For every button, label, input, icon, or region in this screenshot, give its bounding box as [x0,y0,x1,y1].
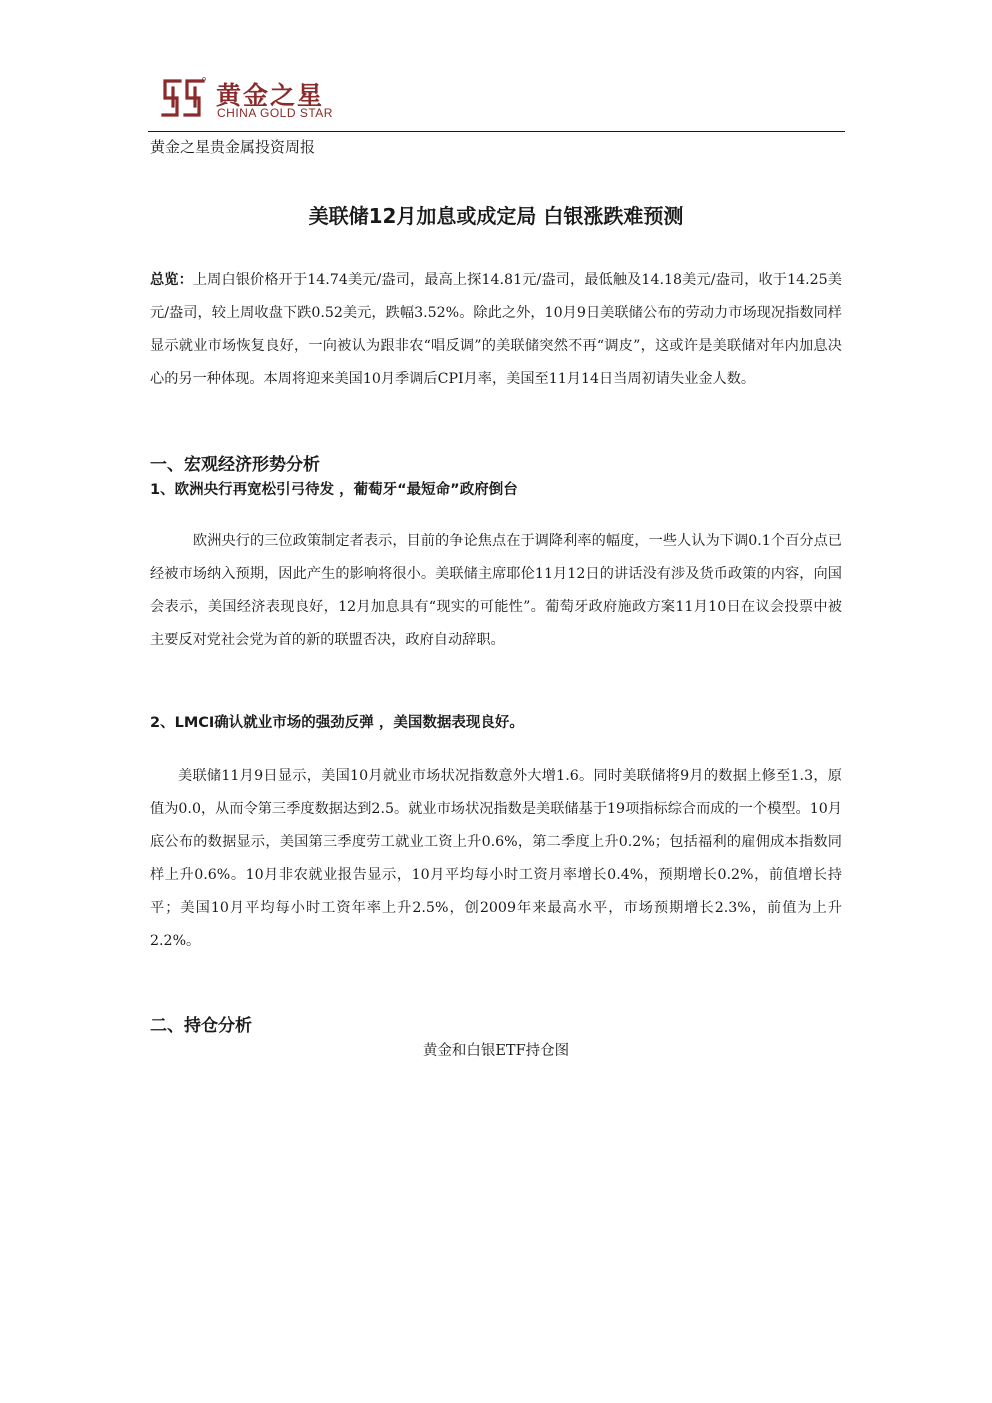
subsection-heading-ecb: 1、欧洲央行再宽松引弓待发 ，葡萄牙“最短命”政府倒台 [150,482,518,498]
summary-text: 上周白银价格开于14.74美元/盎司，最高上探14.81元/盎司，最低触及14.18美元/盎司，收于14.25美元/盎司，较上周收盘下跌0.52美元，跌幅3.52%。除此之外，10月9日美联储公布的劳动力市场现况指数同样显示就业市场恢复良好，一向被认为跟非农“唱反调”的美联储突然不再“调皮”，这或许是美联储对年内加息决心的另一种体现。本周将迎来美国10月季调后CPI月率，美国至11月14日当周初请失业金人数。 [150,272,842,387]
page-title: 美联储12月加息或成定局 白银涨跌难预测 [308,204,684,228]
logo-chinese-name: 黄金之星 [216,81,325,110]
summary-paragraph [150,264,842,396]
company-logo [160,74,360,124]
figure-caption: 黄金和白银ETF持仓图 [422,1043,570,1059]
lmci-paragraph: 美联储11月9日显示，美国10月就业市场状况指数意外大增1.6。同时美联储将9月的数据上修至1.3，原值为0.0，从而令第三季度数据达到2.5。就业市场状况指数是美联储基于19项指标综合而成的一个模型。10月底公布的数据显示，美国第三季度劳工就业工资上升0.6%，第二季度上升0.2%；包括福利的雇佣成本指数同样上升0.6%。10月非农就业报告显示，10月平均每小时工资月率增长0.4%，预期增长0.2%，前值增长持平；美国10月平均每小时工资年率上升2.5%，创2009年来最高水平，市场预期增长2.3%，前值为上升2.2%。 [150,768,842,949]
china-gold-star-logo-icon [160,76,206,122]
subsection-heading-lmci: 2、LMCI确认就业市场的强劲反弹 ，美国数据表现良好。 [150,715,524,731]
report-series-name: 黄金之星贵金属投资周报 [150,138,316,156]
section-heading-macro: 一、宏观经济形势分析 [150,455,320,475]
header-divider [148,131,845,132]
logo-english-name: CHINA GOLD STAR [217,106,333,120]
summary-lead: 总览： [150,272,193,288]
ecb-paragraph: 欧洲央行的三位政策制定者表示，目前的争论焦点在于调降利率的幅度，一些人认为下调0.1个百分点已经被市场纳入预期，因此产生的影响将很小。美联储主席耶伦11月12日的讲话没有涉及货币政策的内容，向国会表示，美国经济表现良好，12月加息具有“现实的可能性”。葡萄牙政府施政方案11月10日在议会投票中被主要反对党社会党为首的新的联盟否决，政府自动辞职。 [150,533,842,648]
section-heading-positions: 二、持仓分析 [150,1016,252,1036]
